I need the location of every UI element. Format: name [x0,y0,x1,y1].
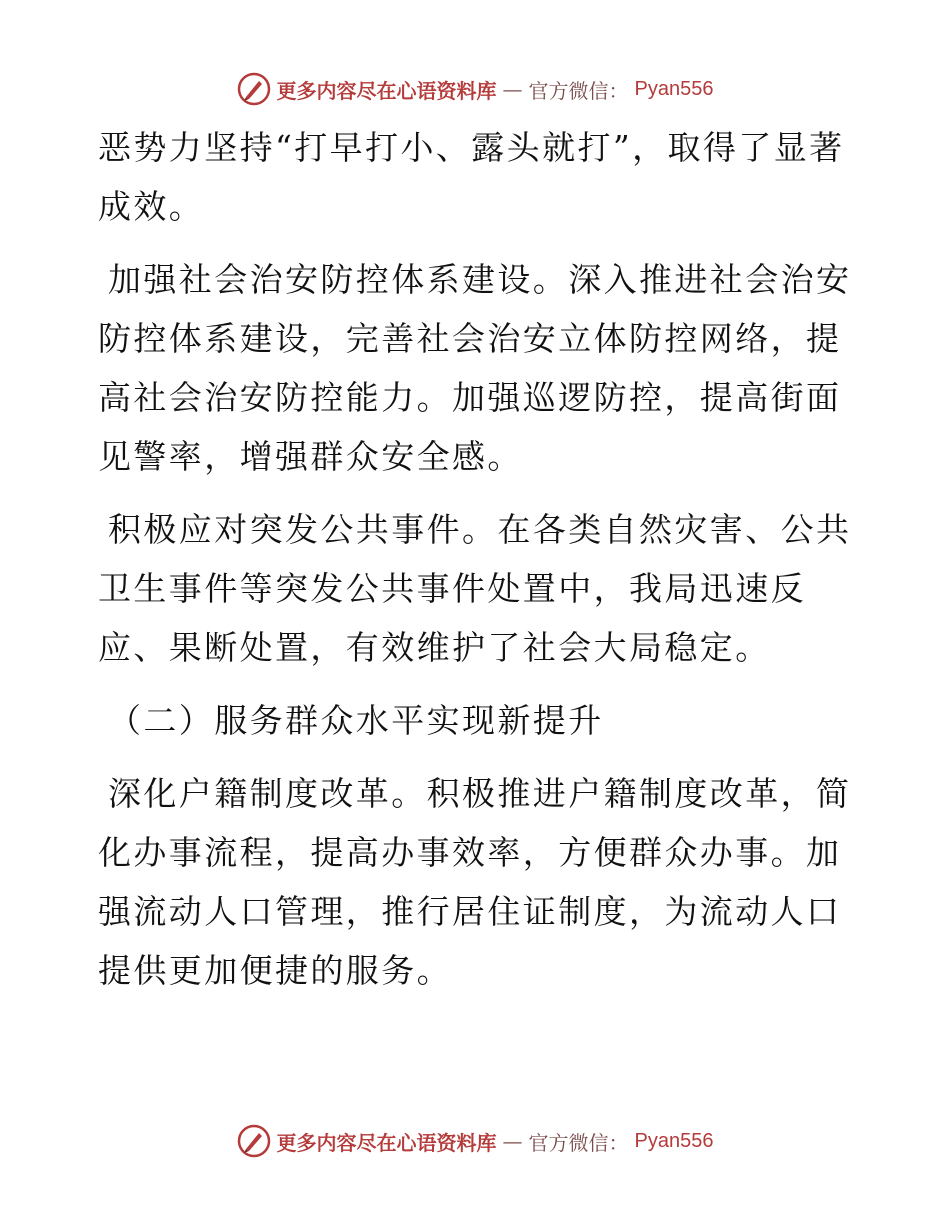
watermark-wechat-id: Pyan556 [634,77,714,100]
header-watermark [0,72,950,106]
section-heading: （二）服务群众水平实现新提升 [108,701,604,740]
footer-watermark [0,1124,950,1158]
watermark-dash: — [502,77,523,101]
watermark-wechat-label: 官方微信： [528,1130,629,1155]
paragraph-household-reform: 深化户籍制度改革。积极推进户籍制度改革，简化办事流程，提高办事效率，方便群众办事。加强流动人口管理，推行居住证制度，为流动人口提供更加便捷的服务。 [98,774,852,990]
watermark-text-main: 更多内容尽在心语资料库 [276,1130,497,1155]
watermark-wechat-id: Pyan556 [634,1129,714,1152]
document-body [98,118,858,1014]
quill-pen-logo-icon [237,1124,271,1158]
paragraph-public-events: 积极应对突发公共事件。在各类自然灾害、公共卫生事件等突发公共事件处置中，我局迅速反应、果断处置，有效维护了社会大局稳定。 [98,510,852,667]
watermark-text-main: 更多内容尽在心语资料库 [276,78,497,103]
paragraph-continuation: 恶势力坚持“打早打小、露头就打”，取得了显著成效。 [98,128,845,226]
quill-pen-logo-icon [237,72,271,106]
watermark-wechat-label: 官方微信： [528,78,629,103]
watermark-dash: — [502,1129,523,1153]
paragraph-security-system: 加强社会治安防控体系建设。深入推进社会治安防控体系建设，完善社会治安立体防控网络，提高社会治安防控能力。加强巡逻防控，提高街面见警率，增强群众安全感。 [98,260,852,476]
